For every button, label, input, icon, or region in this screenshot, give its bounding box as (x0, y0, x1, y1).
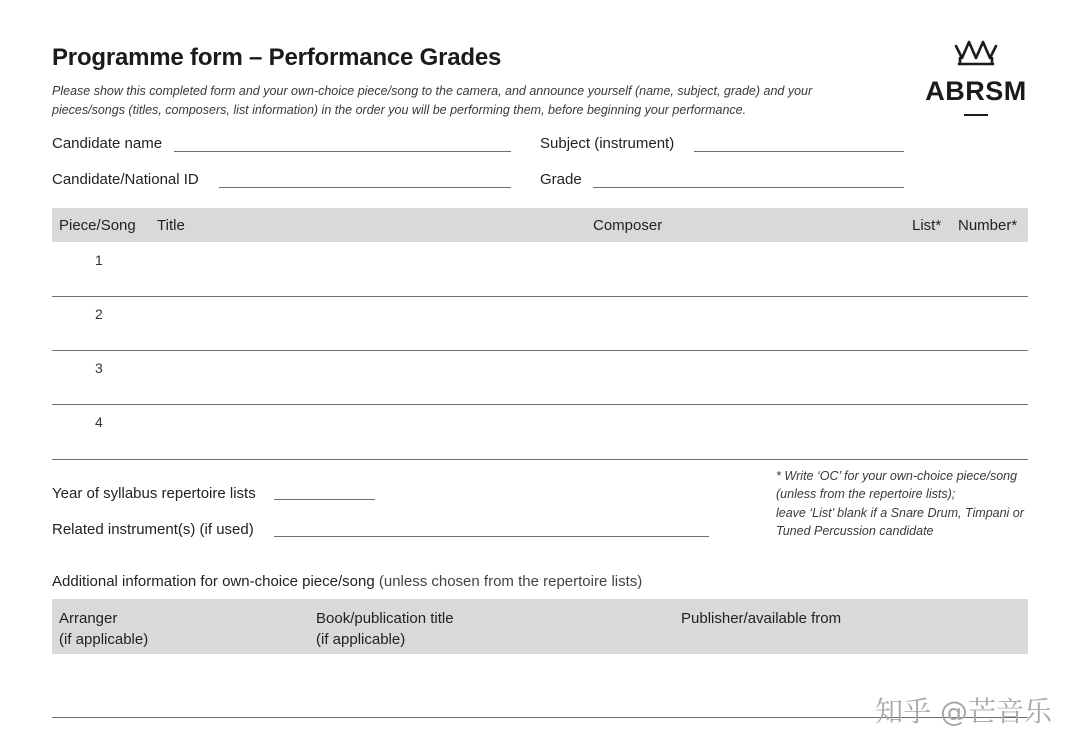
publisher-column (681, 608, 841, 629)
footnote-line-1: * Write ‘OC’ for your own-choice piece/song (776, 469, 1018, 483)
header-composer: Composer (593, 217, 663, 234)
footnote-line-3: leave ‘List’ blank if a Snare Drum, Timpani or (776, 505, 1024, 520)
table-row[interactable] (52, 459, 1028, 460)
subject-field[interactable] (694, 151, 904, 152)
form-title: Programme form – Performance Grades (52, 44, 502, 71)
candidate-id-field[interactable] (219, 187, 511, 188)
grade-label: Grade (540, 171, 582, 188)
header-piece-song: Piece/Song (59, 217, 136, 234)
header-list: List* (912, 217, 942, 234)
arranger-label: Arranger (59, 610, 118, 627)
additional-info-heading (52, 573, 642, 590)
subject-label: Subject (instrument) (540, 135, 675, 152)
crown-icon (920, 38, 1032, 78)
book-column (316, 608, 454, 650)
instructions-line-2: pieces/songs (titles, composers, list information) in the order you will be performing them, before beginning your performance. (52, 102, 747, 117)
footnote-line-2: (unless from the repertoire lists); (776, 487, 956, 502)
table-row[interactable] (52, 296, 1028, 297)
additional-info-title: Additional information for own-choice piece/song (52, 573, 375, 590)
logo-wordmark: ABRSM (925, 76, 1027, 106)
pieces-table-header (52, 208, 1028, 242)
instructions-line-1: Please show this completed form and your own-choice piece/song to the camera, and announce yourself (name, subject, grade) and your (52, 84, 813, 98)
table-row-number: 1 (95, 252, 103, 268)
related-instrument-field[interactable] (274, 536, 709, 537)
header-number: Number* (958, 217, 1018, 234)
list-footnote (776, 467, 1038, 540)
table-row[interactable] (52, 350, 1028, 351)
candidate-name-field[interactable] (174, 151, 511, 152)
year-syllabus-label: Year of syllabus repertoire lists (52, 485, 256, 502)
header-title: Title (157, 217, 185, 234)
table-row-number: 2 (95, 306, 103, 322)
publisher-label: Publisher/available from (681, 610, 842, 627)
table-row-number: 4 (95, 414, 103, 430)
candidate-id-label: Candidate/National ID (52, 171, 199, 188)
watermark: 知乎 @芒音乐 (875, 695, 1052, 728)
logo-underline (964, 114, 988, 116)
related-instrument-label: Related instrument(s) (if used) (52, 521, 254, 538)
table-row[interactable] (52, 404, 1028, 405)
abrsm-logo (920, 38, 1032, 120)
arranger-column (59, 608, 148, 650)
year-syllabus-field[interactable] (274, 499, 375, 500)
additional-info-note: (unless chosen from the repertoire lists) (374, 573, 643, 590)
form-instructions (52, 82, 872, 119)
arranger-note: (if applicable) (59, 631, 149, 648)
book-label: Book/publication title (316, 610, 454, 627)
grade-field[interactable] (593, 187, 904, 188)
footnote-line-4: Tuned Percussion candidate (776, 523, 934, 538)
additional-info-header (52, 599, 1028, 654)
table-row-number: 3 (95, 360, 103, 376)
candidate-name-label: Candidate name (52, 135, 163, 152)
book-note: (if applicable) (316, 631, 406, 648)
